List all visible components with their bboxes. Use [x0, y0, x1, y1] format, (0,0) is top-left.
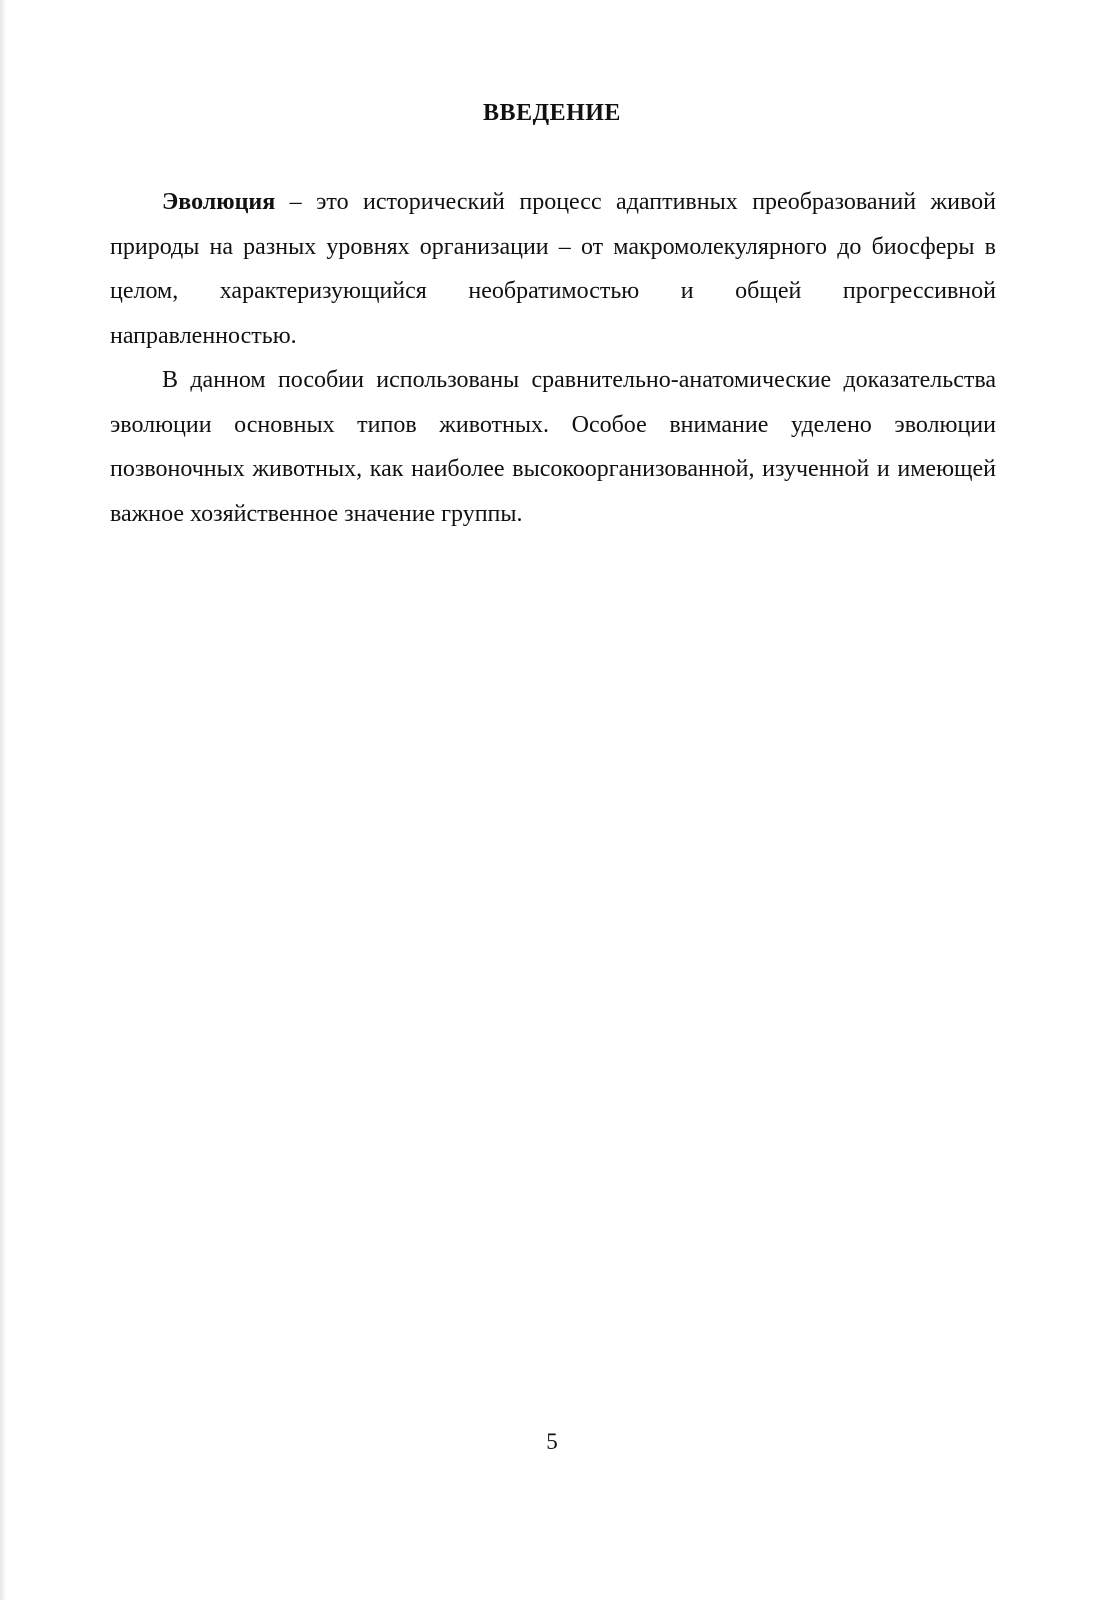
body-text	[110, 180, 996, 536]
definition-text: – это исторический процесс адаптивных преобразований живой природы на разных уровнях организации – от макромолекулярного до биосферы в целом, характеризующийся необратимостью и общей прогрессивной направленностью.	[110, 189, 996, 349]
paragraph-scope: В данном пособии использованы сравнительно-анатомические доказательства эволюции основных типов животных. Особое внимание уделено эволюции позвоночных животных, как наиболее высокоорганизованной, изученной и имеющей важное хозяйственное значение группы.	[110, 367, 996, 527]
page-edge-shadow	[0, 0, 6, 1600]
page-title: ВВЕДЕНИЕ	[483, 100, 621, 126]
defined-term: Эволюция	[162, 189, 276, 215]
page-number: 5	[546, 1429, 558, 1454]
paragraph-definition	[110, 180, 996, 358]
